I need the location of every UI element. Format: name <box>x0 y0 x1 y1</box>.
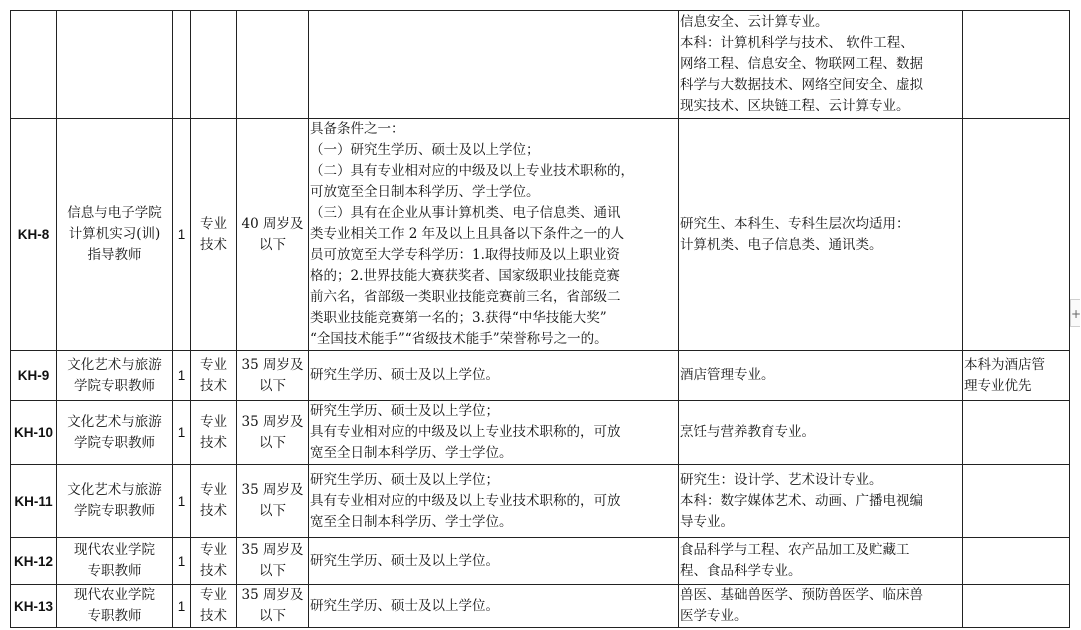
major-line: 网络工程、信息安全、物联网工程、数据 <box>680 56 923 72</box>
major-line: 医学专业。 <box>680 608 748 624</box>
age-limit-cell <box>237 351 309 401</box>
education-cell <box>309 465 679 538</box>
education-line: 具备条件之一： <box>310 121 405 137</box>
position-name-line: 文化艺术与旅游 <box>67 482 162 498</box>
position-code-cell: KH-13 <box>11 585 57 628</box>
education-line: 类职业技能竞赛第一名的；3.获得“中华技能大奖” <box>310 310 607 326</box>
position-name-line: 信息与电子学院 <box>67 205 162 221</box>
major-line: 烹饪与营养教育专业。 <box>680 424 815 440</box>
position-type-line: 技术 <box>200 434 227 451</box>
major-cell <box>679 119 963 351</box>
position-name-line: 现代农业学院 <box>74 542 155 558</box>
position-type-line: 技术 <box>200 608 227 624</box>
note-line: 理专业优先 <box>964 377 1032 394</box>
major-cell <box>679 401 963 465</box>
headcount-cell: 1 <box>173 401 191 465</box>
position-type-line: 专业 <box>200 356 227 373</box>
age-limit-cell <box>237 585 309 628</box>
education-line: 格的；2.世界技能大赛获奖者、国家级职业技能竞赛 <box>310 268 620 284</box>
position-name-line: 文化艺术与旅游 <box>67 356 162 373</box>
major-line: 酒店管理专业。 <box>680 367 775 383</box>
position-name-line: 指导教师 <box>87 247 142 263</box>
table-row <box>11 401 1070 465</box>
education-line: 具有专业相对应的中级及以上专业技术职称的，可放 <box>310 424 621 440</box>
major-line: 计算机类、电子信息类、通讯类。 <box>680 236 883 253</box>
position-name-cell <box>57 401 173 465</box>
education-line: 类专业相关工作 2 年及以上且具备以下条件之一的人 <box>310 226 625 242</box>
headcount-cell: 1 <box>173 119 191 351</box>
major-line: 信息安全、云计算专业。 <box>680 14 829 30</box>
position-code-cell: KH-10 <box>11 401 57 465</box>
age-limit-line: 以下 <box>259 608 286 624</box>
education-cell <box>309 119 679 351</box>
position-type-cell <box>191 538 237 585</box>
note-cell <box>963 465 1070 538</box>
major-line: 研究生、本科生、专科生层次均适用： <box>680 215 910 232</box>
table-row <box>11 351 1070 401</box>
major-line: 本科：数字媒体艺术、动画、广播电视编 <box>680 492 923 509</box>
education-line: 研究生学历、硕士及以上学位； <box>310 471 499 488</box>
note-cell <box>963 538 1070 585</box>
note-cell <box>963 351 1070 401</box>
major-cell <box>679 538 963 585</box>
age-limit-line: 35 周岁及 <box>241 356 304 373</box>
age-limit-cell <box>237 119 309 351</box>
position-type-line: 专业 <box>200 542 227 558</box>
position-type-cell <box>191 401 237 465</box>
position-type-line: 专业 <box>200 413 227 430</box>
age-limit-line: 以下 <box>259 434 286 451</box>
position-name-line: 计算机实习(训) <box>68 226 161 242</box>
education-line: 员可放宽至大学专科学历：1.取得技师及以上职业资 <box>310 247 620 263</box>
position-type-line: 技术 <box>200 563 227 579</box>
education-line: （二）具有专业相对应的中级及以上专业技术职称的， <box>310 163 634 179</box>
education-line: 研究生学历、硕士及以上学位。 <box>310 367 499 383</box>
education-cell <box>309 401 679 465</box>
position-type-line: 技术 <box>200 236 227 253</box>
position-code-cell: KH-9 <box>11 351 57 401</box>
education-cell <box>309 11 679 119</box>
table-row <box>11 11 1070 119</box>
position-name-line: 学院专职教师 <box>74 377 155 394</box>
education-line: 可放宽至全日制本科学历、学士学位。 <box>310 184 540 200</box>
position-name-cell <box>57 119 173 351</box>
position-name-line: 学院专职教师 <box>74 434 155 451</box>
table-row <box>11 538 1070 585</box>
major-cell <box>679 11 963 119</box>
major-cell <box>679 465 963 538</box>
table-row <box>11 119 1070 351</box>
age-limit-cell <box>237 465 309 538</box>
note-cell <box>963 119 1070 351</box>
position-name-cell <box>57 538 173 585</box>
education-cell <box>309 538 679 585</box>
education-line: 宽至全日制本科学历、学士学位。 <box>310 513 513 530</box>
headcount-cell: 1 <box>173 465 191 538</box>
table-row <box>11 465 1070 538</box>
position-type-line: 技术 <box>200 503 227 519</box>
note-cell <box>963 401 1070 465</box>
note-cell <box>963 585 1070 628</box>
age-limit-line: 35 周岁及 <box>241 413 304 430</box>
position-name-cell <box>57 11 173 119</box>
position-name-cell <box>57 351 173 401</box>
sidebar-expand-button[interactable] <box>1070 299 1080 327</box>
major-line: 程、食品科学专业。 <box>680 563 802 579</box>
major-line: 研究生：设计学、艺术设计专业。 <box>680 471 883 488</box>
recruitment-table <box>10 10 1070 628</box>
education-line: 宽至全日制本科学历、学士学位。 <box>310 445 513 461</box>
major-line: 导专业。 <box>680 513 734 530</box>
education-line: 研究生学历、硕士及以上学位； <box>310 403 499 419</box>
note-cell <box>963 11 1070 119</box>
position-name-line: 文化艺术与旅游 <box>67 413 162 430</box>
position-name-cell <box>57 585 173 628</box>
position-name-line: 现代农业学院 <box>74 587 155 603</box>
age-limit-cell <box>237 401 309 465</box>
position-code-cell: KH-12 <box>11 538 57 585</box>
position-name-line: 专职教师 <box>87 608 142 624</box>
position-type-line: 技术 <box>200 377 227 394</box>
position-type-cell <box>191 119 237 351</box>
major-line: 本科：计算机科学与技术、 软件工程、 <box>680 35 914 51</box>
position-type-line: 专业 <box>200 215 227 232</box>
major-line: 兽医、基础兽医学、预防兽医学、临床兽 <box>680 587 923 603</box>
position-name-line: 学院专职教师 <box>74 503 155 519</box>
note-line: 本科为酒店管 <box>964 356 1045 373</box>
age-limit-cell <box>237 538 309 585</box>
position-code-cell: KH-8 <box>11 119 57 351</box>
table-row <box>11 585 1070 628</box>
age-limit-line: 以下 <box>259 236 286 253</box>
age-limit-line: 35 周岁及 <box>241 482 304 498</box>
education-cell <box>309 351 679 401</box>
education-line: 前六名，省部级一类职业技能竞赛前三名，省部级二 <box>310 289 621 305</box>
position-type-cell <box>191 351 237 401</box>
position-type-cell <box>191 585 237 628</box>
headcount-cell: 1 <box>173 585 191 628</box>
education-line: 研究生学历、硕士及以上学位。 <box>310 597 499 614</box>
age-limit-line: 以下 <box>259 377 286 394</box>
education-line: （三）具有在企业从事计算机类、电子信息类、通讯 <box>310 205 621 221</box>
education-line: （一）研究生学历、硕士及以上学位； <box>310 142 540 158</box>
position-type-line: 专业 <box>200 587 227 603</box>
age-limit-line: 以下 <box>259 503 286 519</box>
age-limit-line: 35 周岁及 <box>241 542 304 558</box>
education-line: “全国技术能手”“省级技术能手”荣誉称号之一的。 <box>310 331 608 347</box>
major-line: 科学与大数据技术、网络空间安全、虚拟 <box>680 77 923 93</box>
age-limit-line: 40 周岁及 <box>241 215 304 232</box>
major-cell <box>679 585 963 628</box>
age-limit-line: 35 周岁及 <box>241 587 304 603</box>
major-line: 现实技术、区块链工程、云计算专业。 <box>680 98 910 114</box>
plus-icon: + <box>1071 307 1081 321</box>
education-line: 研究生学历、硕士及以上学位。 <box>310 552 499 569</box>
age-limit-cell <box>237 11 309 119</box>
education-line: 具有专业相对应的中级及以上专业技术职称的，可放 <box>310 492 621 509</box>
education-cell <box>309 585 679 628</box>
headcount-cell <box>173 11 191 119</box>
headcount-cell: 1 <box>173 538 191 585</box>
position-code-cell <box>11 11 57 119</box>
position-name-line: 专职教师 <box>87 563 142 579</box>
position-name-cell <box>57 465 173 538</box>
position-type-cell <box>191 11 237 119</box>
age-limit-line: 以下 <box>259 563 286 579</box>
major-cell <box>679 351 963 401</box>
major-line: 食品科学与工程、农产品加工及贮藏工 <box>680 542 910 558</box>
headcount-cell: 1 <box>173 351 191 401</box>
position-type-cell <box>191 465 237 538</box>
position-code-cell: KH-11 <box>11 465 57 538</box>
position-type-line: 专业 <box>200 482 227 498</box>
table-body <box>11 11 1070 628</box>
